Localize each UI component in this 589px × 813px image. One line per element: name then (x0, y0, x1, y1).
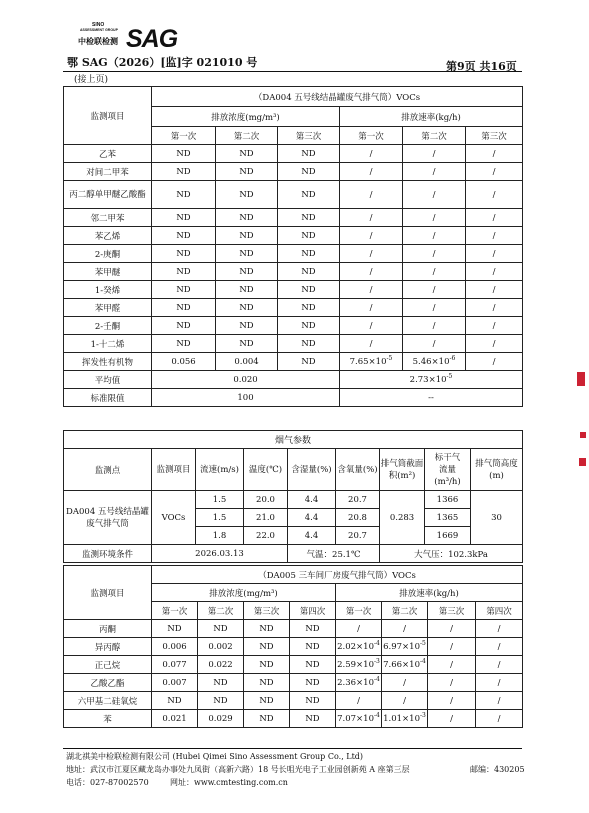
value-cell: ND (290, 692, 336, 710)
value-cell: ND (278, 335, 340, 353)
value-cell (476, 638, 523, 656)
value-cell: / (403, 281, 466, 299)
time-header: 第一次 (340, 127, 403, 145)
value-cell: ND (152, 317, 216, 335)
value-cell: 0.056 (152, 353, 216, 371)
time-header: 第一次 (152, 127, 216, 145)
value-cell (382, 692, 428, 710)
time-header: 第三次 (466, 127, 523, 145)
value-cell: / (466, 245, 523, 263)
speed-header: 流速(m/s) (196, 449, 244, 491)
value-cell: 0.004 (216, 353, 278, 371)
table-row (64, 656, 523, 674)
row-label: 标准限值 (64, 389, 152, 407)
value-base: 7.65×10 (349, 356, 387, 367)
value-cell: 1.5 (196, 509, 244, 527)
height-header: 排气筒高度(m) (471, 449, 523, 491)
logo-small-text-2: ASSESSMENT GROUP (80, 28, 118, 32)
page-info: 第9页 共16页 (446, 60, 517, 73)
value-cell: 4.4 (288, 509, 336, 527)
value-cell: / (340, 263, 403, 281)
value-base: / (497, 641, 501, 652)
value-base: 6.97×10 (383, 641, 420, 652)
smoke-params-table (63, 430, 523, 563)
table-row (64, 209, 523, 227)
point-header: 监测点 (64, 449, 152, 491)
document-number: 鄂 SAG（2026）[监]字 021010 号 (67, 56, 258, 69)
row-label: 乙苯 (64, 145, 152, 163)
value-cell: ND (216, 263, 278, 281)
value-cell: / (466, 145, 523, 163)
value-base: / (450, 641, 453, 652)
row-label: 平均值 (64, 371, 152, 389)
table-row (64, 281, 523, 299)
value-cell: / (340, 281, 403, 299)
value-cell (476, 692, 523, 710)
flow-header-line: (m³/h) (434, 476, 461, 487)
table-row (64, 145, 523, 163)
time-header: 第三次 (428, 602, 476, 620)
value-cell: ND (244, 638, 290, 656)
scan-artifact (579, 458, 586, 466)
value-exponent: -4 (420, 657, 426, 665)
value-cell: / (340, 245, 403, 263)
value-cell: ND (278, 353, 340, 371)
table-row (64, 710, 523, 728)
value-cell: / (403, 263, 466, 281)
footer-address: 地址：武汉市江夏区藏龙岛办事处九凤街（高新六路）18 号长咀光电子工业园创新苑 A 座第三层 (66, 765, 410, 774)
value-cell: / (466, 281, 523, 299)
voc-table-da004 (63, 86, 523, 407)
value-cell: 0.007 (152, 674, 198, 692)
area-header: 排气筒截面积(m²) (380, 449, 425, 491)
value-cell: / (403, 317, 466, 335)
logo-sag-mark: SAG (126, 25, 178, 53)
smoke-title: 烟气参数 (64, 431, 523, 449)
value-cell: / (340, 163, 403, 181)
value-cell: ND (244, 656, 290, 674)
env-conditions-row (64, 545, 523, 563)
value-cell: / (466, 227, 523, 245)
value-cell: ND (152, 227, 216, 245)
value-cell: ND (152, 620, 198, 638)
value-cell (428, 638, 476, 656)
table-row (64, 491, 523, 509)
area-value: 0.283 (380, 491, 425, 545)
value-cell (476, 620, 523, 638)
value-cell: / (466, 317, 523, 335)
value-cell: ND (290, 674, 336, 692)
value-base: 2.02×10 (337, 641, 374, 652)
item-header: 监测项目 (152, 449, 196, 491)
continued-label: (接上页) (74, 75, 109, 85)
value-cell (428, 692, 476, 710)
value-cell: ND (244, 710, 290, 728)
value-base: 1.01×10 (383, 713, 420, 724)
table-row (64, 245, 523, 263)
value-base: / (403, 695, 406, 706)
value-cell: ND (244, 620, 290, 638)
value-cell: 0.006 (152, 638, 198, 656)
value-cell (382, 656, 428, 674)
scan-artifact (580, 432, 586, 438)
value-cell: ND (152, 263, 216, 281)
value-cell: 20.7 (336, 491, 380, 509)
rate-header: 排放速率(kg/h) (340, 107, 523, 127)
value-cell: ND (290, 710, 336, 728)
value-cell: 0.002 (198, 638, 244, 656)
value-cell: 0.077 (152, 656, 198, 674)
value-cell: 0.020 (152, 371, 340, 389)
value-cell (428, 656, 476, 674)
oxygen-header: 含氧量(%) (336, 449, 380, 491)
value-cell: / (466, 209, 523, 227)
value-cell (336, 710, 382, 728)
value-cell: 21.0 (244, 509, 288, 527)
value-cell: 100 (152, 389, 340, 407)
value-cell: ND (198, 620, 244, 638)
height-value: 30 (471, 491, 523, 545)
value-exponent: -3 (374, 657, 380, 665)
time-header: 第二次 (382, 602, 428, 620)
value-base: 2.73×10 (409, 374, 447, 385)
value-cell: ND (290, 620, 336, 638)
value-cell: ND (290, 638, 336, 656)
value-exponent: -4 (374, 675, 380, 683)
value-cell: 4.4 (288, 491, 336, 509)
value-base: / (450, 677, 453, 688)
value-base: / (497, 713, 501, 724)
logo-chinese-name: 中检联检测 (78, 37, 118, 46)
logo-small-text-1: SINO (92, 22, 105, 28)
value-cell (336, 656, 382, 674)
value-cell (428, 620, 476, 638)
value-exponent: -3 (420, 711, 426, 719)
value-cell: / (403, 299, 466, 317)
value-cell: / (340, 145, 403, 163)
value-cell: ND (278, 181, 340, 209)
table-row (64, 389, 523, 407)
value-cell: 4.4 (288, 527, 336, 545)
flow-header-line: 流量 (438, 464, 456, 475)
value-base: / (497, 695, 501, 706)
concentration-header: 排放浓度(mg/m³) (152, 584, 336, 602)
temp-header: 温度(℃) (244, 449, 288, 491)
value-cell (428, 674, 476, 692)
moisture-header: 含湿量(%) (288, 449, 336, 491)
value-base: / (357, 695, 360, 706)
table-row (64, 299, 523, 317)
value-cell: ND (216, 281, 278, 299)
value-exponent: -4 (374, 639, 380, 647)
row-label: 丙二醇单甲醚乙酸酯 (64, 181, 152, 209)
table-row (64, 227, 523, 245)
value-cell: / (403, 227, 466, 245)
value-base: 5.46×10 (412, 356, 450, 367)
value-cell (340, 371, 523, 389)
value-cell: / (340, 227, 403, 245)
value-base: / (450, 713, 453, 724)
row-label: 乙酸乙酯 (64, 674, 152, 692)
value-cell: 20.8 (336, 509, 380, 527)
value-cell: ND (278, 145, 340, 163)
monitoring-point: DA004 五号线结晶罐废气排气筒 (64, 491, 152, 545)
value-cell: / (340, 317, 403, 335)
value-cell (382, 674, 428, 692)
value-exponent: -5 (386, 354, 393, 362)
footer-postcode: 邮编：430205 (470, 765, 525, 774)
value-cell: ND (216, 227, 278, 245)
value-base: / (403, 623, 406, 634)
time-header: 第三次 (244, 602, 290, 620)
row-label: 挥发性有机物 (64, 353, 152, 371)
value-cell: / (466, 299, 523, 317)
value-cell: / (403, 145, 466, 163)
time-header: 第二次 (403, 127, 466, 145)
value-base: / (497, 623, 501, 634)
value-cell: ND (278, 163, 340, 181)
row-label: 苯 (64, 710, 152, 728)
value-cell: ND (152, 145, 216, 163)
value-cell (336, 620, 382, 638)
value-cell: ND (216, 317, 278, 335)
table-row (64, 335, 523, 353)
value-cell: / (340, 209, 403, 227)
time-header: 第一次 (152, 602, 198, 620)
row-label: 1-十二烯 (64, 335, 152, 353)
value-cell: / (403, 163, 466, 181)
concentration-header: 排放浓度(mg/m³) (152, 107, 340, 127)
table-row (64, 181, 523, 209)
env-pressure: 大气压：102.3kPa (380, 545, 523, 563)
value-cell: ND (278, 263, 340, 281)
value-cell (336, 638, 382, 656)
value-cell: ND (216, 245, 278, 263)
row-label: 2-庚酮 (64, 245, 152, 263)
row-label: 邻二甲苯 (64, 209, 152, 227)
value-cell: / (403, 181, 466, 209)
time-header: 第二次 (198, 602, 244, 620)
value-base: / (497, 659, 501, 670)
value-cell: / (466, 181, 523, 209)
value-cell: ND (216, 335, 278, 353)
row-label: 丙酮 (64, 620, 152, 638)
flow-header-line: 标干气 (434, 452, 461, 463)
value-base: / (497, 677, 501, 688)
value-cell (403, 353, 466, 371)
value-cell: ND (216, 181, 278, 209)
row-label: 苯甲醛 (64, 299, 152, 317)
value-cell: 1365 (425, 509, 471, 527)
value-cell: ND (216, 209, 278, 227)
value-cell: 0.029 (198, 710, 244, 728)
value-cell: -- (340, 389, 523, 407)
row-label: 六甲基二硅氧烷 (64, 692, 152, 710)
section-title: （DA004 五号线结晶罐废气排气筒）VOCs (152, 87, 523, 107)
value-cell: ND (278, 317, 340, 335)
value-cell (476, 674, 523, 692)
value-cell (476, 656, 523, 674)
table-row (64, 638, 523, 656)
value-cell: / (466, 163, 523, 181)
table-row (64, 263, 523, 281)
time-header: 第四次 (476, 602, 523, 620)
value-base: / (450, 623, 453, 634)
row-label: 苯甲醚 (64, 263, 152, 281)
row-label: 2-壬酮 (64, 317, 152, 335)
value-cell (382, 638, 428, 656)
value-cell: 20.0 (244, 491, 288, 509)
table-row (64, 317, 523, 335)
footer-company: 湖北祺美中检联检测有限公司 (Hubei Qimei Sino Assessment Group Co., Ltd) (66, 752, 364, 761)
value-cell (476, 710, 523, 728)
value-cell (336, 674, 382, 692)
row-label: 正己烷 (64, 656, 152, 674)
value-cell: 0.021 (152, 710, 198, 728)
table-row (64, 674, 523, 692)
value-cell: ND (152, 335, 216, 353)
value-base: / (357, 623, 360, 634)
value-cell: / (403, 335, 466, 353)
value-cell: ND (278, 245, 340, 263)
value-cell: 20.7 (336, 527, 380, 545)
value-cell (336, 692, 382, 710)
value-base: 2.59×10 (337, 659, 374, 670)
value-cell: / (466, 263, 523, 281)
value-exponent: -5 (420, 639, 426, 647)
flow-header (425, 449, 471, 491)
row-label: 1-癸烯 (64, 281, 152, 299)
item-header: 监测项目 (64, 566, 152, 620)
value-cell: ND (216, 145, 278, 163)
value-cell: ND (290, 656, 336, 674)
item-header: 监测项目 (64, 87, 152, 145)
env-date: 2026.03.13 (152, 545, 288, 563)
value-cell: ND (152, 299, 216, 317)
row-label: 异丙醇 (64, 638, 152, 656)
value-cell: ND (278, 209, 340, 227)
value-cell: ND (198, 692, 244, 710)
value-cell (382, 710, 428, 728)
value-cell: 1.8 (196, 527, 244, 545)
table-row (64, 163, 523, 181)
row-label: 对间二甲苯 (64, 163, 152, 181)
table-row (64, 353, 523, 371)
table-row (64, 371, 523, 389)
value-base: / (403, 677, 406, 688)
header-divider (63, 71, 522, 72)
value-cell: ND (216, 299, 278, 317)
table-row (64, 620, 523, 638)
value-cell: ND (152, 209, 216, 227)
value-cell: ND (244, 692, 290, 710)
time-header: 第二次 (216, 127, 278, 145)
value-cell (382, 620, 428, 638)
value-exponent: -4 (374, 711, 380, 719)
value-base: 7.07×10 (337, 713, 374, 724)
value-cell: ND (278, 299, 340, 317)
rate-header: 排放速率(kg/h) (336, 584, 523, 602)
value-cell: 22.0 (244, 527, 288, 545)
section-title: （DA005 三车间厂房废气排气筒）VOCs (152, 566, 523, 584)
value-base: / (450, 659, 453, 670)
footer-website: 网址：www.cmtesting.com.cn (170, 778, 288, 787)
value-cell: ND (278, 227, 340, 245)
env-temperature: 气温：25.1℃ (288, 545, 380, 563)
value-cell: 1.5 (196, 491, 244, 509)
time-header: 第三次 (278, 127, 340, 145)
voc-table-da005 (63, 565, 523, 728)
value-cell (340, 353, 403, 371)
company-logo (78, 22, 178, 56)
time-header: 第一次 (336, 602, 382, 620)
value-cell: / (466, 335, 523, 353)
row-label: 苯乙烯 (64, 227, 152, 245)
value-base: / (450, 695, 453, 706)
value-base: 2.36×10 (337, 677, 374, 688)
value-cell: / (340, 335, 403, 353)
scan-artifact (577, 372, 585, 386)
value-cell: / (403, 245, 466, 263)
value-cell: ND (198, 674, 244, 692)
value-cell: ND (152, 163, 216, 181)
value-cell: / (340, 299, 403, 317)
value-cell: / (340, 181, 403, 209)
value-base: 7.66×10 (383, 659, 420, 670)
value-cell: ND (152, 281, 216, 299)
monitoring-item: VOCs (152, 491, 196, 545)
footer-divider (63, 748, 522, 749)
value-cell: 1366 (425, 491, 471, 509)
value-cell: ND (216, 163, 278, 181)
value-cell: ND (244, 674, 290, 692)
value-cell (428, 710, 476, 728)
value-cell: / (403, 209, 466, 227)
value-cell: ND (278, 281, 340, 299)
value-exponent: -6 (449, 354, 456, 362)
value-cell: 1669 (425, 527, 471, 545)
value-exponent: -5 (446, 372, 453, 380)
time-header: 第四次 (290, 602, 336, 620)
value-cell: / (466, 353, 523, 371)
footer-phone: 电话：027-87002570 (66, 778, 149, 787)
table-row (64, 692, 523, 710)
env-label: 监测环境条件 (64, 545, 152, 563)
value-cell: ND (152, 245, 216, 263)
value-cell: 0.022 (198, 656, 244, 674)
value-cell: ND (152, 181, 216, 209)
value-cell: ND (152, 692, 198, 710)
